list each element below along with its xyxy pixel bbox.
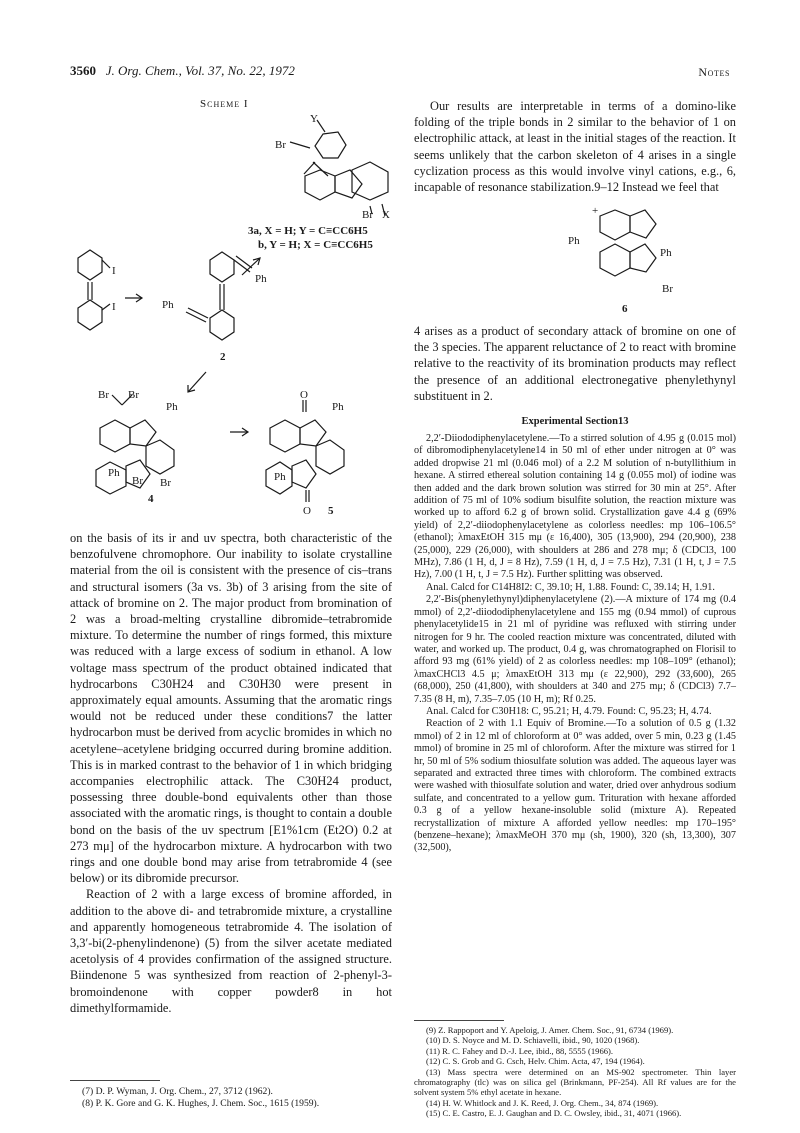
compound-3b-label: b, Y = H; X = C≡CC6H5 [258,239,373,251]
atom-label-ph: Ph [274,471,286,483]
atom-label-y: Y [310,113,318,125]
vinyl-cation-6-structure [560,196,690,318]
footnote: (15) C. E. Castro, E. J. Gaughan and D. C. Owsley, ibid., 31, 4071 (1966). [426,1108,682,1119]
cation-plus-icon: + [592,205,599,217]
atom-label-ph: Ph [166,401,178,413]
compound-1-structure [78,250,116,330]
running-header [70,63,295,79]
atom-label-o: O [303,505,311,517]
footnote-rule [414,1020,504,1021]
footnote: (7) D. P. Wyman, J. Org. Chem., 27, 3712 (1962). [82,1086,273,1097]
analysis-paragraph: Anal. Calcd for C30H18: C, 95.21; H, 4.79. Found: C, 95.23; H, 4.74. [426,705,712,717]
journal-citation: J. Org. Chem., Vol. 37, No. 22, 1972 [105,63,295,78]
footnote: (13) Mass spectra were determined on an MS-902 spectrometer. Thin layer chromatography (tlc) was on silica gel (Brinkmann, PF-254). All Rf values are for the solvent system 5% ethyl acetate in hexane. [414,1066,736,1098]
footnote: (10) D. S. Noyce and M. D. Schiavelli, ibid., 90, 1020 (1968). [426,1035,640,1046]
body-paragraph: Reaction of 2 with a large excess of bromine afforded, in addition to the above di- and tetrabromide mixture, a crystalline and apparently homogeneous tetrabromide 4. The isolation of 3,3′-bi(2-phenylindenone) (5) from the silver acetate mediated acetolysis of 4 provides confirmation of the assigned structure. Biindenone 5 was synthesized from reaction of 2-phenyl-3-bromoindenone with copper powder8 in hot dimethylformamide. [70,887,392,1015]
atom-label-ph: Ph [568,235,580,247]
footnote: (9) Z. Rappoport and Y. Apeloig, J. Amer. Chem. Soc., 91, 6734 (1969). [426,1025,674,1035]
footnote: (12) C. S. Grob and G. Csch, Helv. Chim. Acta, 47, 194 (1964). [426,1056,645,1067]
compound-4-structure [96,389,178,505]
compound-3-structure [275,113,390,221]
compound-5-label: 5 [328,505,334,517]
footnote: (11) R. C. Fahey and D.-J. Lee, ibid., 88, 5555 (1966). [426,1045,614,1056]
atom-label-i: I [112,301,116,313]
atom-label-br: Br [662,283,673,295]
page-number: 3560 [70,63,96,78]
footnote: (14) H. W. Whitlock and J. K. Reed, J. Org. Chem., 34, 874 (1969). [426,1097,659,1108]
atom-label-x: X [382,209,390,221]
compound-3-label: 3a, X = H; Y = C≡CC6H5 [248,225,368,237]
left-column [70,530,392,1016]
body-paragraph: on the basis of its ir and uv spectra, both characteristic of the benzofulvene chromophore. Our inability to isolate crystalline material from the oil is consistent with the presence of cis–trans and structural isomers (3a vs. 3b) of 3 arising from the site of attack of bromine on 2. The major product from bromination of 2 was a broad-melting crystalline dibromide–tetrabromide mixture. To determine the number of rings formed, this mixture was reduced with a large excess of sodium in ethanol. A low voltage mass spectrum of the product obtained indicated that hydrocarbons C30H24 and C30H30 were present in approximately equal amounts. Assuming that the aromatic rings would not be reduced under these conditions7 the latter hydrocarbon must be derived from acyclic bromides in which no acetylene–acetylene bridging occurred during bromine addition. This is in marked contrast to the behavior of 1 in which bridging accompanies electrophilic attack. The C30H24 product, possessing three double-bond equivalents other than those associated with the aromatic rings, is thought to contain a double bond on the basis of the uv spectrum [E1%1cm (Et2O) 0.2 at 273 mμ] of the hydrocarbon mixture. A hydrocarbon with two rings and one double bond may arise from tetrabromide 4 (see below) or its dibromide precursor. [70,531,392,886]
footnote-rule [70,1080,160,1081]
compound-5-structure [266,389,344,517]
atom-label-br: Br [132,475,143,487]
atom-label-ph: Ph [255,273,267,285]
atom-label-ph: Ph [108,467,120,479]
body-paragraph: 4 arises as a product of secondary attack of bromine on one of the 3 species. The apparent reluctance of 2 to react with bromine relative to the reactivity of its bromination products may reflect the presence of an additional electronegative phenylethynyl substituent in 2. [414,324,736,403]
compound-2-structure [162,252,267,363]
right-footnotes [414,1020,736,1119]
experimental-paragraph: Reaction of 2 with 1.1 Equiv of Bromine.—To a solution of 0.5 g (1.32 mmol) of 2 in 12 ml of chloroform at 0° was added, over 5 min, 0.23 g (1.45 mmol) of bromine in 25 ml of chloroform. After the mixture was stirred for 1 hr, 50 ml of 5% sodium thiosulfate solution was added. The aqueous layer was separated and extracted three times with chloroform. The combined extracts were washed with thiosulfate solution and water, dried over anhydrous sodium sulfate, and concentrated to a yellow gum. Trituration with hexane afforded 0.3 g of a yellow hexane-insoluble solid (mixture A). Repeated recrystallization of mixture A afforded yellow needles: mp 170–195° (benzene–hexane); λmaxMeOH 370 mμ (sh, 1900), 320 (sh, 13,300), 307 (32,500), [414,718,736,854]
experimental-paragraph: 2,2′-Diiododiphenylacetylene.—To a stirred solution of 4.95 g (0.015 mol) of dibromodiphenylacetylene14 in 50 ml of ether under nitrogen at 0° was added dropwise 21 ml (0.046 mol) of a 2.2 M solution of n-butyllithium in hexane. A stirred ethereal solution containing 14 g (0.055 mol) of iodine was then added and the dark brown solution was stirred for 30 min at 25°. After addition of 75 ml of 10% sodium bisulfite solution, the reaction mixture was worked up to afford 6.2 g of brown solid. Crystallization gave 4.4 g (69% yield) of 2,2′-diiodophenylacetylene as colorless needles: mp 106–106.5° (ethanol); λmaxEtOH 315 mμ (ε 16,400), 305 (13,900), 294 (20,900), 238 (25,000), 229 (26,000), with shoulders at 286 and 278 mμ; δ (CDCl3, 100 MHz), 7.86 (1 H, d, J = 8 Hz), 7.59 (1 H, d, J = 7.5 Hz), 7.31 (1 H, t, J = 7.5 Hz), 7.00 (1 H, t, J = 7.5 Hz). Further splitting was observed. [414,433,736,581]
atom-label-i: I [112,265,116,277]
left-footnotes [70,1080,392,1110]
scheme-title: Scheme I [200,98,249,110]
atom-label-br: Br [98,389,109,401]
right-column-intro [414,98,736,195]
footnote: (8) P. K. Gore and G. K. Hughes, J. Chem. Soc., 1615 (1959). [82,1097,320,1109]
compound-2-label: 2 [220,351,226,363]
atom-label-ph: Ph [332,401,344,413]
atom-label-br: Br [275,139,286,151]
atom-label-br: Br [362,209,373,221]
section-header: Notes [698,65,730,79]
atom-label-ph: Ph [162,299,174,311]
experimental-paragraph: 2,2′-Bis(phenylethynyl)diphenylacetylene (2).—A mixture of 174 mg (0.4 mmol) of 2,2′-diiododiphenylacetylene and 155 mg (0.94 mmol) of cuprous phenylacetylide15 in 21 ml of pyridine was refluxed with stirring under nitrogen for 9 hr. The cooled reaction mixture was concentrated, diluted with water, and worked up. The product, 0.4 g, was chromatographed on Florisil to afford 93 mg (61% yield) of 2 as colorless needles: mp 108–109° (ethanol); λmaxCHCl3 4.5 μ; λmaxEtOH 313 mμ (ε 22,900), 292 (33,600), 265 (68,000), 250 (41,800), with shoulders at 340 and 275 mμ; δ (CDCl3) 7.7–7.35 (8 H, m), 7.35–7.05 (10 H, m); Rf 0.25. [414,594,736,705]
atom-label-br: Br [160,477,171,489]
atom-label-br: Br [128,389,139,401]
compound-6-label: 6 [622,303,628,315]
atom-label-ph: Ph [660,247,672,259]
compound-4-label: 4 [148,493,154,505]
analysis-paragraph: Anal. Calcd for C14H8I2: C, 39.10; H, 1.88. Found: C, 39.14; H, 1.91. [426,581,715,593]
reaction-scheme [70,110,400,520]
atom-label-o: O [300,389,308,401]
section-heading: Experimental Section13 [521,416,629,428]
body-paragraph: Our results are interpretable in terms of a domino-like folding of the triple bonds in 2 similar to the behavior of 1 on electrophilic attack, at least in the initial stages of the reaction. It seems unlikely that the carbon skeleton of 4 arises in a single cyclization process as this would involve vinyl cations, e.g., 6, incapable of resonance stabilization.9–12 Instead we feel that [414,99,736,195]
right-column-after [414,323,736,855]
